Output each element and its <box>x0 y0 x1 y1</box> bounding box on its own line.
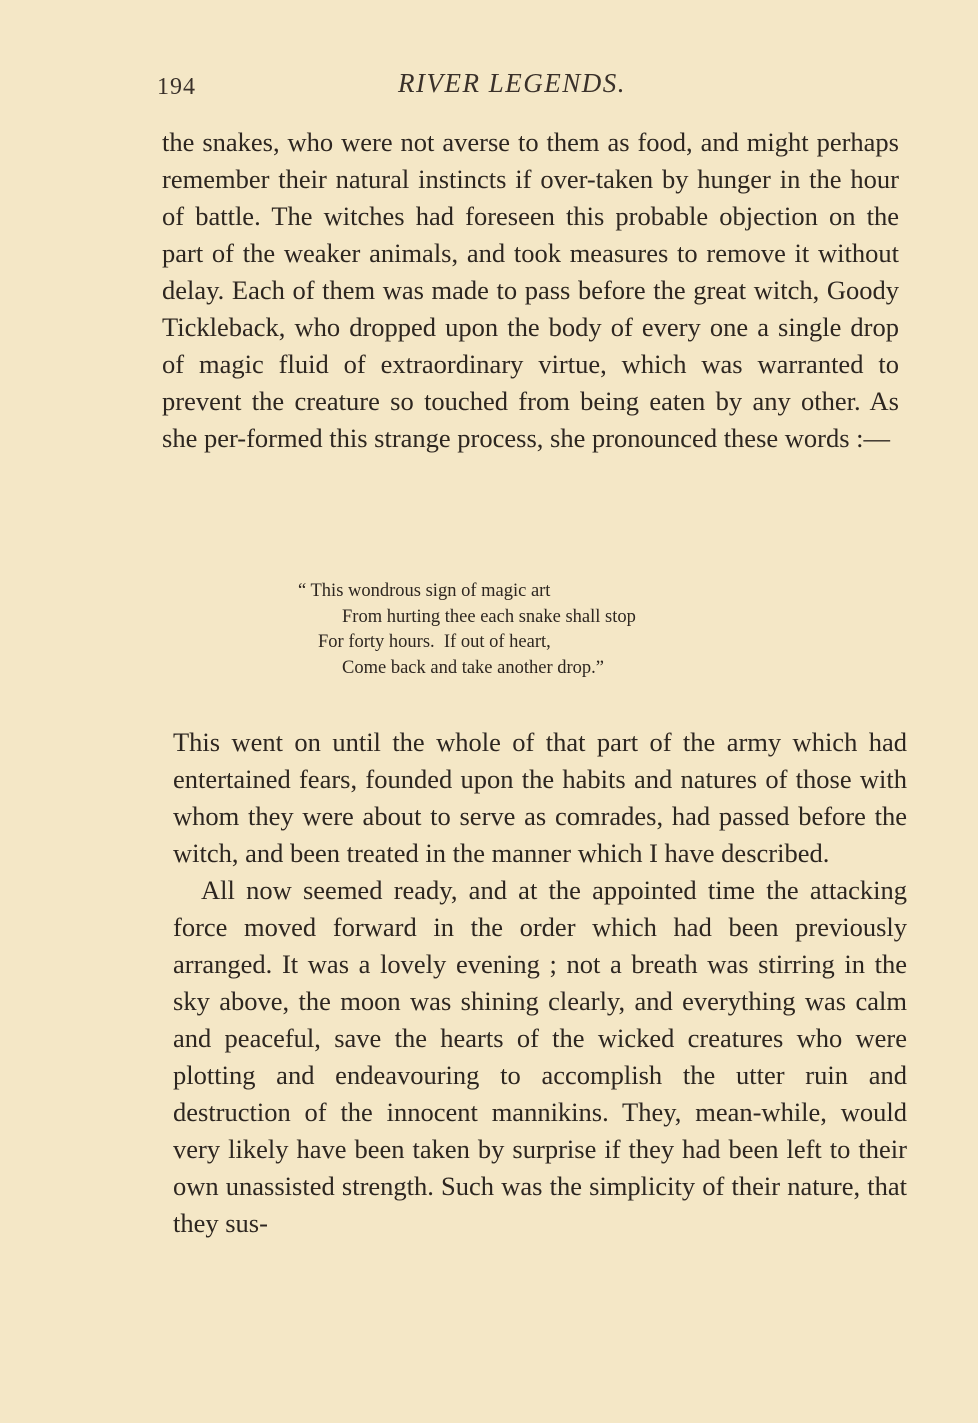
verse-line: For forty hours. If out of heart, <box>318 632 551 652</box>
verse-line: Come back and take another drop.” <box>342 657 604 678</box>
running-head: RIVER LEGENDS. <box>398 68 626 98</box>
paragraph-3: All now seemed ready, and at the appointed time the attacking force moved forward in the order which had been previously arranged. It was a lovely evening ; not a breath was stirring in the sky above, the moon was shining clearly, and everything was calm and peaceful, save the hearts of the wicked creatures who were plotting and endeavouring to accomplish the utter ruin and destruction of the innocent mannikins. They, mean-while, would very likely have been taken by surprise if they had been left to their own unassisted strength. Such was the simplicity of their nature, that they sus- <box>173 875 907 1238</box>
verse-line: From hurting thee each snake shall stop <box>342 606 636 627</box>
text-block-bottom <box>173 724 907 1242</box>
verse-quote <box>298 579 636 681</box>
paragraph-1: the snakes, who were not averse to them as food, and might perhaps remember their natural instincts if over-taken by hunger in the hour of battle. The witches had foreseen this probable objection on the part of the weaker animals, and took measures to remove it without delay. Each of them was made to pass before the great witch, Goody Tickleback, who dropped upon the body of every one a single drop of magic fluid of extraordinary virtue, which was warranted to prevent the creature so touched from being eaten by any other. As she per-formed this strange process, she pronounced these words :— <box>162 127 899 453</box>
text-block-top <box>162 124 899 457</box>
verse-line: “ This wondrous sign of magic art <box>298 581 551 601</box>
page-number: 194 <box>157 74 196 100</box>
paragraph-2: This went on until the whole of that part of the army which had entertained fears, founded upon the habits and natures of those with whom they were about to serve as comrades, had passed before the witch, and been treated in the manner which I have described. <box>173 727 907 868</box>
